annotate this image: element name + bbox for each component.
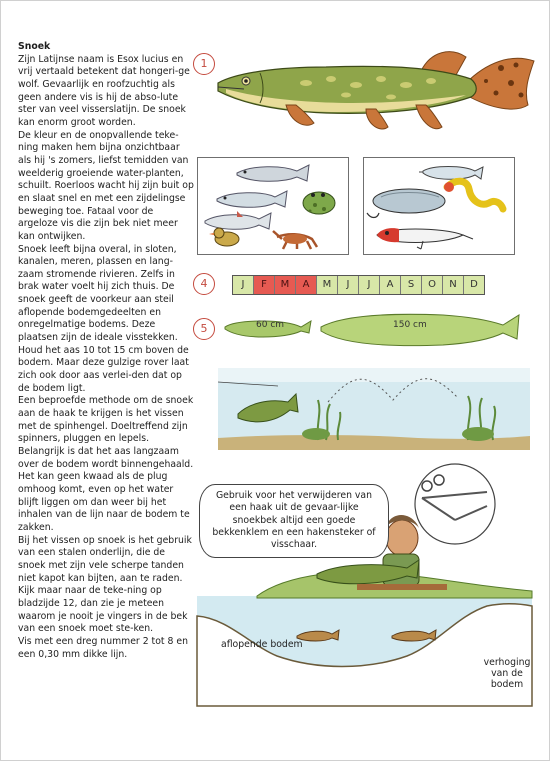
figure-number-5: 5	[193, 318, 215, 340]
paragraph: Vis met een dreg nummer 2 tot 8 en een 0,30 mm dikke lijn.	[18, 635, 188, 660]
paragraph: Bij het vissen op snoek is het gebruik van een stalen onderlijn, die de snoek met zijn vele scherpe tanden niet kapot kan bijten, aan te raden. Kijk maar naar de teke-ning op bladzijde 12, dan zie je meteen waarom je nooit je vingers in de bek van een snoek moet ste-ken.	[18, 534, 192, 635]
paragraph: Een beproefde methode om de snoek aan de haak te krijgen is het vissen met de spinhengel. Doeltreffend zijn spinners, pluggen en lepels. Belangrijk is dat het aas langzaam over de bodem wordt binnengehaald. Het kan geen kwaad als de plug omhoog komt, even op het water blijft liggen om dan weer bij het inhalen van de lijn naar de bodem te zakken.	[18, 395, 194, 533]
month-cell: M	[317, 276, 338, 294]
lures-illustration	[363, 157, 515, 255]
underwater-scene	[218, 368, 530, 450]
size-label-large: 150 cm	[393, 320, 427, 330]
slope-label: aflopende bodem	[221, 639, 303, 650]
pike-illustration	[216, 43, 536, 143]
paragraph: Zijn Latijnse naam is Esox lucius en vrij vertaald betekent dat hongeri-ge wolf. Gevaarlijk en roofzuchtig als geen andere vis is hij de abso-lute ster van veel visserslatijn. De snoek kan enorm groot worden.	[18, 53, 190, 128]
size-label-small: 60 cm	[256, 320, 285, 330]
month-cell: O	[422, 276, 443, 294]
rise-label: verhoging van de bodem	[483, 657, 531, 690]
article-text	[18, 41, 194, 661]
article-title: Snoek	[18, 41, 51, 52]
figure-number-1: 1	[193, 53, 215, 75]
month-cell: M	[275, 276, 296, 294]
month-cell: J	[233, 276, 254, 294]
month-cell: F	[254, 276, 275, 294]
paragraph: Snoek leeft bijna overal, in sloten, kanalen, meren, plassen en lang-zaam stromende rivieren. Zelfs in brak water voelt hij zich thuis. De snoek geeft de voorkeur aan steil aflopende bodemgedeelten en onregelmatige bodems. Deze plaatsen zijn de ideale visstekken. Houd het aas 10 tot 15 cm boven de bodem. Maar deze gulzige rover laat zich ook door aas verlei-den dat op de bodem ligt.	[18, 243, 189, 394]
speech-bubble: Gebruik voor het verwijderen van een haak uit de gevaar-lijke snoekbek altijd een goede bekkenklem en een hakensteker of visschaar.	[199, 484, 389, 558]
paragraph: De kleur en de onopvallende teke-ning maken hem bijna onzichtbaar als hij 's zomers, liefst temidden van weelderig groeiende water-planten, schuilt. Roerloos wacht hij zijn buit op en slaat snel en met een zijdelingse beweging toe. Fataal voor de argeloze vis die zijn bek niet meer kan ontwijken.	[18, 129, 194, 242]
prey-illustration	[197, 157, 349, 255]
month-cell: J	[359, 276, 380, 294]
month-cell: J	[338, 276, 359, 294]
month-cell: A	[380, 276, 401, 294]
size-comparison	[223, 311, 523, 351]
month-cell: N	[443, 276, 464, 294]
month-cell: D	[464, 276, 484, 294]
month-cell: A	[296, 276, 317, 294]
season-calendar	[232, 275, 485, 295]
month-cell: S	[401, 276, 422, 294]
figure-number-4: 4	[193, 273, 215, 295]
